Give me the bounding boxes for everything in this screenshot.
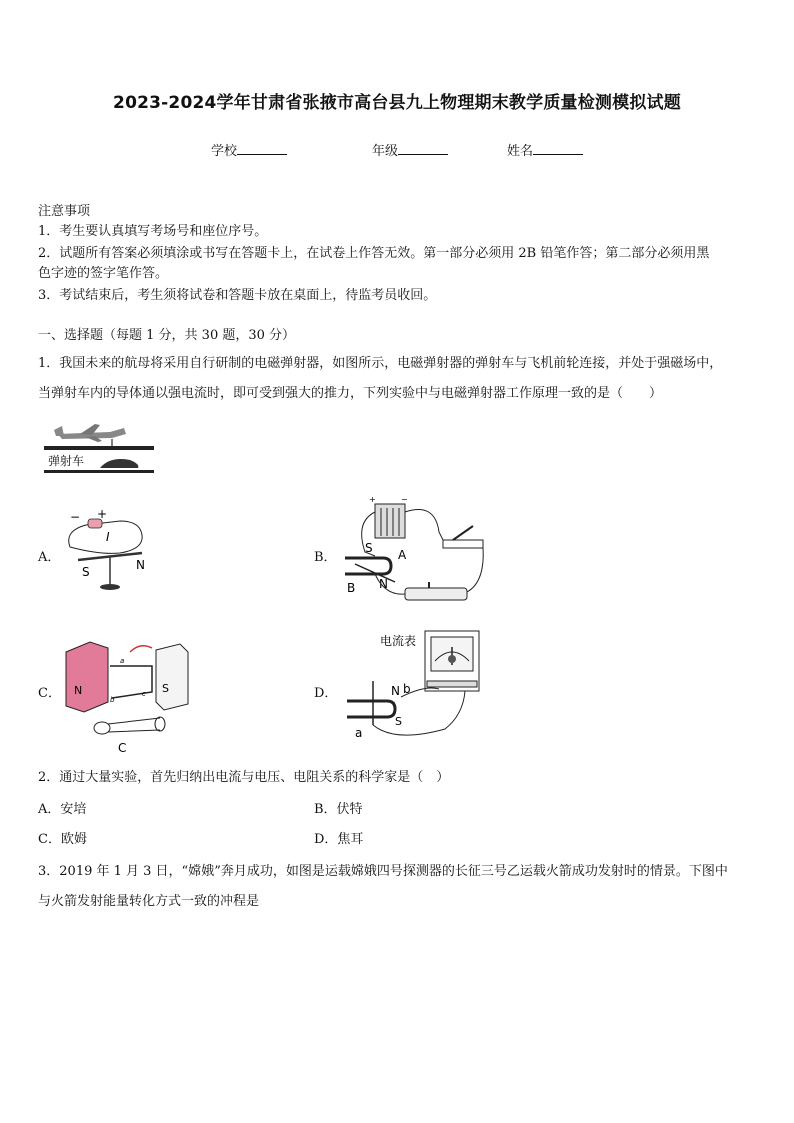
note-item: 1．考生要认真填写考场号和座位序号。	[38, 224, 268, 239]
school-blank	[237, 142, 287, 155]
q1-option-b-figure	[335, 492, 495, 612]
rheostat-icon	[405, 588, 467, 600]
q1-option-d-letter: D．	[314, 686, 338, 701]
page-title: 2023-2024学年甘肃省张掖市高台县九上物理期末教学质量检测模拟试题	[113, 93, 681, 113]
magnet-s-pole-icon	[156, 644, 188, 710]
label-minus: −	[70, 510, 81, 524]
label-a: a	[120, 657, 125, 665]
q3-stem-line2: 与火箭发射能量转化方式一致的冲程是	[38, 894, 260, 909]
q1-option-c-figure	[60, 632, 190, 756]
q2-option-d: D．焦耳	[314, 832, 364, 847]
label-a: a	[355, 726, 363, 740]
magnet-icon	[347, 701, 395, 717]
magnet-icon	[345, 558, 391, 574]
commutator-icon	[94, 722, 110, 734]
label-n: N	[391, 684, 400, 698]
rotation-arrow-icon	[130, 646, 152, 652]
label-minus: −	[401, 495, 408, 504]
grade-blank	[398, 142, 448, 155]
switch-icon	[443, 540, 483, 548]
label-plus: +	[97, 507, 108, 521]
label-n: N	[74, 684, 83, 697]
label-b: b	[403, 682, 411, 696]
label-s: S	[395, 715, 402, 728]
label-s: S	[365, 541, 373, 555]
name-field	[507, 140, 583, 159]
ammeter-label: 电流表	[380, 634, 417, 648]
q2-option-c: C．欧姆	[38, 832, 87, 847]
grade-label: 年级	[372, 144, 399, 159]
note-item: 2．试题所有答案必须填涂或书写在答题卡上，在试卷上作答无效。第一部分必须用 2B 铅笔作答；第二部分必须用黑	[38, 246, 710, 261]
catapult-figure	[40, 420, 160, 478]
label-c-upper: C	[118, 741, 127, 755]
school-label: 学校	[211, 144, 238, 159]
track-bar	[44, 470, 154, 473]
q2-option-b: B．伏特	[314, 802, 363, 817]
label-current: I	[106, 530, 110, 544]
label-n: N	[379, 577, 388, 591]
catapult-car-icon	[100, 459, 138, 468]
magnet-n-pole-icon	[66, 642, 108, 712]
school-field	[211, 140, 287, 159]
section-heading: 一、选择题（每题 1 分，共 30 题，30 分）	[38, 328, 296, 343]
label-plus: +	[369, 495, 376, 504]
name-blank	[533, 142, 583, 155]
label-s: S	[162, 682, 169, 695]
label-b: b	[110, 696, 115, 704]
q1-option-d-figure	[335, 625, 495, 745]
q1-option-a-letter: A．	[38, 550, 61, 565]
notes-heading: 注意事项	[38, 204, 91, 219]
q1-option-a-figure	[60, 505, 160, 600]
q1-stem-line1: 1．我国未来的航母将采用自行研制的电磁弹射器，如图所示，电磁弹射器的弹射车与飞机前轮连接，并处于强磁场中，	[38, 356, 723, 371]
note-item: 3．考试结束后，考生须将试卷和答题卡放在桌面上，待监考员收回。	[38, 288, 437, 303]
label-c: c	[142, 690, 146, 698]
q2-option-a: A．安培	[38, 802, 87, 817]
q3-stem-line1: 3．2019 年 1 月 3 日，“嫦娥”奔月成功，如图是运载嫦娥四号探测器的长征三号乙运载火箭成功发射时的情景。下图中	[38, 864, 728, 879]
label-a: A	[398, 548, 407, 562]
airplane-icon	[54, 424, 126, 446]
label-n: N	[136, 558, 145, 572]
catapult-label: 弹射车	[48, 454, 85, 468]
note-item: 色字迹的签字笔作答。	[38, 266, 169, 281]
q1-option-c-letter: C．	[38, 686, 61, 701]
q1-stem-line2: 当弹射车内的导体通以强电流时，即可受到强大的推力，下列实验中与电磁弹射器工作原理一致的是（ ）	[38, 386, 663, 401]
grade-field	[372, 140, 448, 159]
label-b: B	[347, 581, 356, 595]
battery-icon	[375, 504, 405, 538]
track-bar	[44, 446, 154, 450]
q2-stem: 2．通过大量实验，首先归纳出电流与电压、电阻关系的科学家是（ ）	[38, 770, 450, 785]
name-label: 姓名	[507, 144, 534, 159]
label-s: S	[82, 565, 90, 579]
q1-option-b-letter: B．	[314, 550, 337, 565]
